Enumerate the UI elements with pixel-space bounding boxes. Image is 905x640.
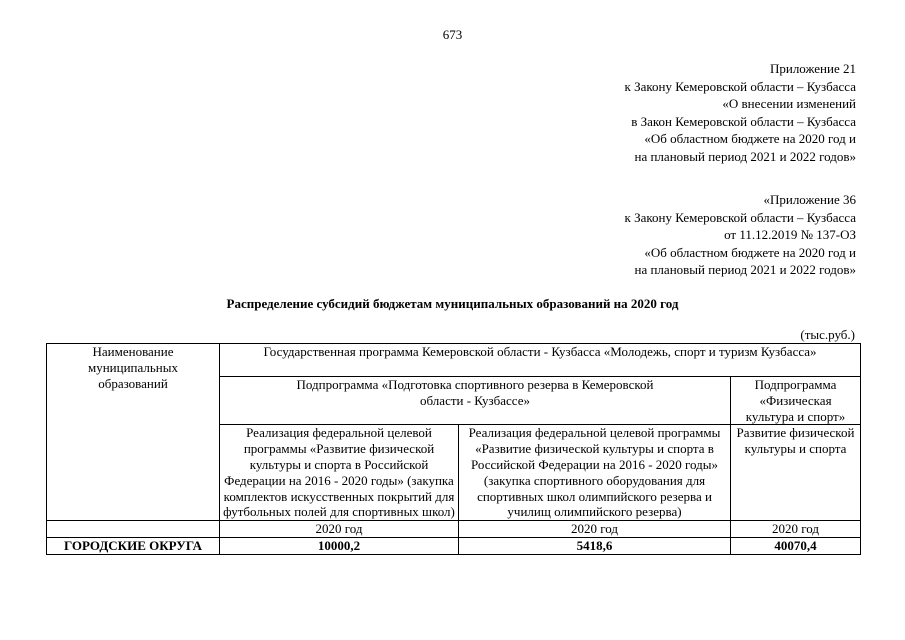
row-value-1: 10000,2 [220,537,459,554]
appendix-line: «Приложение 36 [763,192,856,207]
units-label: (тыс.руб.) [800,327,855,342]
year-cell: 2020 год [731,521,861,538]
table-year-row [47,521,861,538]
appendix-line: от 11.12.2019 № 137-ОЗ [724,227,856,243]
appendix-line: Приложение 21 [769,61,856,76]
header-subprogram-physical: Подпрограмма «Физическая культура и спорт» [731,377,861,425]
year-cell: 2020 год [459,521,731,538]
appendix-line: «Об областном бюджете на 2020 год и [644,244,856,260]
appendix-line: «Об областном бюджете на 2020 год и [644,131,856,147]
appendix-line: на плановый период 2021 и 2022 годов» [634,148,856,164]
table-row [47,537,861,554]
subsidy-table [46,343,861,555]
header-municipality: Наименование муниципальных образований [47,344,220,521]
header-activity-3: Развитие физической культуры и спорта [731,425,861,521]
header-activity-1: Реализация федеральной целевой программы «Развитие физической культуры и спорта в Российской Федерации на 2016 - 2020 годы» (закупка комплектов искусственных покрытий для футбольных полей для спортивных школ) [220,425,459,521]
document-title: Распределение субсидий бюджетам муниципальных образований на 2020 год [226,296,679,311]
appendix-line: «О внесении изменений [722,96,856,112]
appendix-line: к Закону Кемеровской области – Кузбасса [624,209,856,225]
page-number: 673 [442,27,463,42]
row-value-3: 40070,4 [731,537,861,554]
table-header-row [47,344,861,377]
appendix-header-secondary [625,191,857,279]
header-state-program: Государственная программа Кемеровской области - Кузбасса «Молодежь, спорт и туризм Кузбасса» [220,344,861,377]
year-cell: 2020 год [220,521,459,538]
appendix-line: на плановый период 2021 и 2022 годов» [634,262,856,278]
row-municipality-name: ГОРОДСКИЕ ОКРУГА [47,537,220,554]
header-activity-2: Реализация федеральной целевой программы «Развитие физической культуры и спорта в Российской Федерации на 2016 - 2020 годы» (закупка спортивного оборудования для спортивных школ олимпийского резерва и училищ олимпийского резерва) [459,425,731,521]
year-empty-cell [47,521,220,538]
row-value-2: 5418,6 [459,537,731,554]
appendix-line: к Закону Кемеровской области – Кузбасса [624,78,856,94]
appendix-line: в Закон Кемеровской области – Кузбасса [631,113,856,129]
appendix-header-primary [625,60,857,166]
header-subprogram-reserve: Подпрограмма «Подготовка спортивного резерва в Кемеровской области - Кузбассе» [220,377,731,425]
